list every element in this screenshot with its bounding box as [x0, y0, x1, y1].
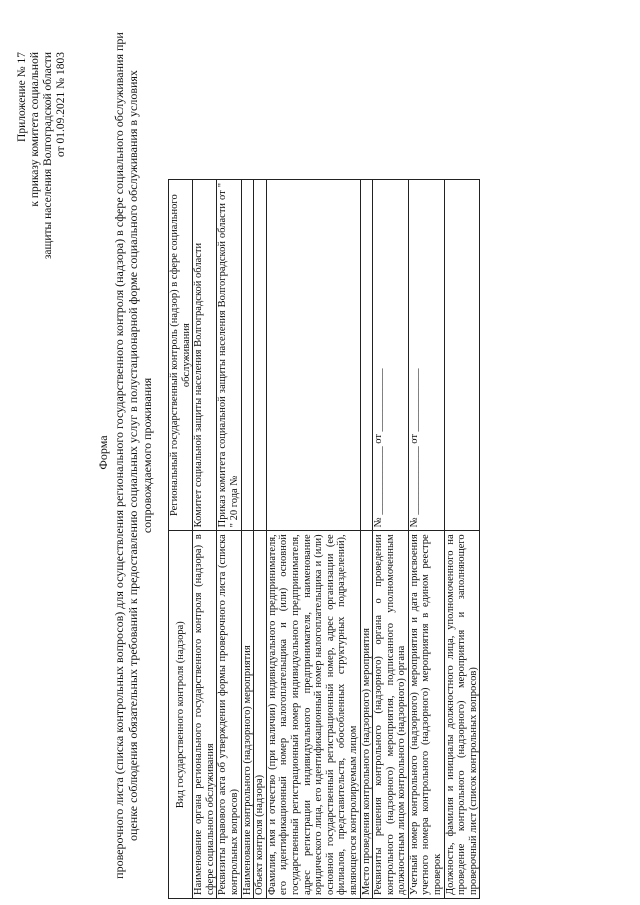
row-label: Фамилия, имя и отчество (при наличии) индивидуального предпринимателя, его идентификационный номер налогоплательщика и (или) основной государственный регистрационный номер индивидуального предпринимателя, адрес регистрации индивидуального предпринимателя, наименование юридического лица, его идентификационный номер налогоплательщика и (или) основной государственный регистрационный номер, адрес организации (ее филиалов, представительств, обособленных структурных подразделений), являющегося контролируемым лицом	[266, 531, 360, 899]
row-label: Место проведения контрольного (надзорного) мероприятия	[360, 531, 373, 899]
appendix-line: Приложение № 17	[16, 52, 28, 142]
row-value: Комитет социальной защиты населения Волгоградской области	[193, 180, 217, 531]
row-value[interactable]	[254, 180, 267, 531]
row-value[interactable]	[444, 180, 480, 531]
form-subtitle: проверочного листа (списка контрольных вопросов) для осуществления регионального государственного контроля (надзора) в сфере социального обслуживания при оценке соблюдения обязательных требований к предоставлению социальных услуг в полустационарной форме социального обслуживания в условиях сопровождаемого проживания	[112, 32, 154, 879]
table-row	[217, 180, 241, 899]
form-title: Форма	[96, 435, 110, 470]
row-value[interactable]	[241, 180, 254, 531]
table-row	[360, 180, 373, 899]
row-label: Объект контроля (надзора)	[254, 531, 267, 899]
appendix-line: защиты населения Волгоградской области	[42, 52, 54, 260]
row-value[interactable]	[266, 180, 360, 531]
row-label: Наименование органа регионального государственного контроля (надзора) в сфере социального обслуживания	[193, 531, 217, 899]
row-value: Приказ комитета социальной защиты населения Волгоградской области от " " 20 года №	[217, 180, 241, 531]
table-row	[193, 180, 217, 899]
row-label: Реквизиты правового акта об утверждении формы проверочного листа (списка контрольных вопросов)	[217, 531, 241, 899]
table-row	[444, 180, 480, 899]
table-row	[241, 180, 254, 899]
row-label: Должность, фамилия и инициалы должностного лица, уполномоченного на проведение контрольного (надзорного) мероприятия и заполняющего проверочный лист (список контрольных вопросов)	[444, 531, 480, 899]
row-value[interactable]: № _____________ от ____________	[373, 180, 409, 531]
header-right: Региональный государственный контроль (надзор) в сфере социального обслуживания	[169, 180, 193, 531]
appendix-line: к приказу комитета социальной	[29, 52, 41, 207]
table-row	[254, 180, 267, 899]
row-value[interactable]: № _____________ от ____________	[408, 180, 444, 531]
row-value[interactable]	[360, 180, 373, 531]
table-row	[266, 180, 360, 899]
checklist-header-table	[168, 179, 480, 899]
table-row	[408, 180, 444, 899]
row-label: Реквизиты решения контрольного (надзорного) органа о проведении контрольного (надзорного) мероприятия, подписанного уполномоченным должностным лицом контрольного (надзорного) органа	[373, 531, 409, 899]
header-left: Вид государственного контроля (надзора)	[169, 531, 193, 899]
appendix-line: от 01.09.2021 № 1803	[55, 52, 67, 157]
row-label: Учетный номер контрольного (надзорного) мероприятия и дата присвоения учетного номера контрольного (надзорного) мероприятия в едином реестре проверок	[408, 531, 444, 899]
row-label: Наименование контрольного (надзорного) мероприятия	[241, 531, 254, 899]
table-header-row	[169, 180, 193, 899]
table-row	[373, 180, 409, 899]
appendix-block	[16, 52, 68, 352]
